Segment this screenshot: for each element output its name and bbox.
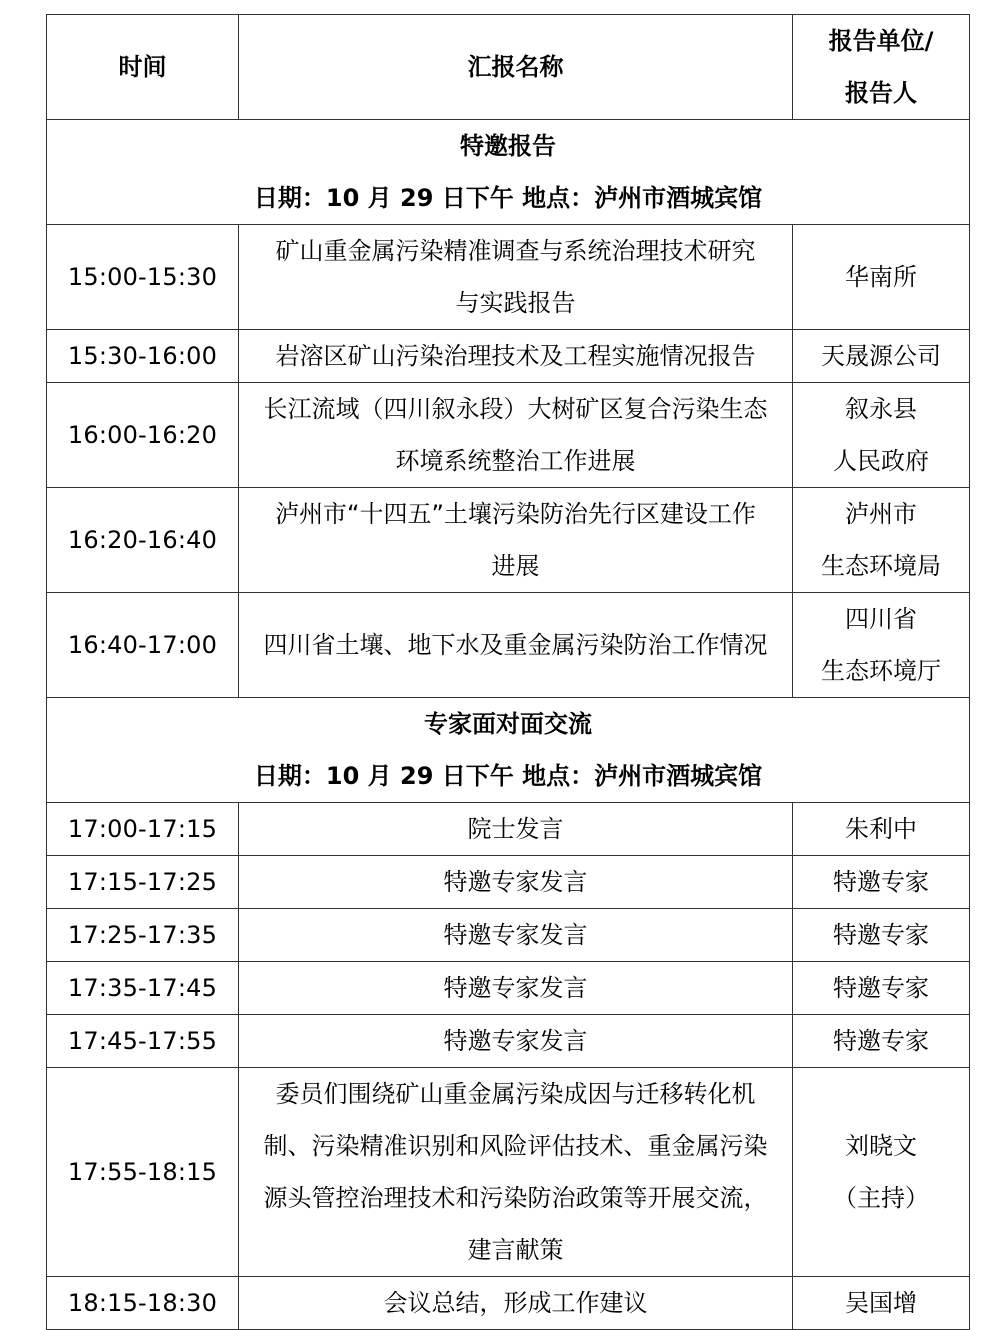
section-date-location: 日期：10 月 29 日下午 地点：泸州市酒城宾馆: [253, 184, 763, 212]
schedule-body: [47, 15, 970, 1330]
title-cell: [239, 856, 793, 909]
unit-line: 特邀专家: [833, 974, 929, 1002]
title-cell: [239, 225, 793, 330]
title-cell: [239, 593, 793, 698]
time-cell: 17:55-18:15: [47, 1068, 239, 1277]
title-line: 会议总结，形成工作建议: [383, 1289, 648, 1317]
table-row: [47, 962, 970, 1015]
header-unit-line: 报告单位/: [828, 27, 934, 55]
header-unit: [793, 15, 970, 120]
unit-cell: [793, 225, 970, 330]
unit-line: 特邀专家: [833, 868, 929, 896]
section-header: [47, 698, 970, 803]
unit-cell: [793, 1015, 970, 1068]
title-cell: [239, 909, 793, 962]
unit-line: 特邀专家: [833, 1027, 929, 1055]
header-unit-line: 报告人: [845, 79, 917, 107]
time-cell: 17:15-17:25: [47, 856, 239, 909]
unit-cell: [793, 962, 970, 1015]
title-line: 与实践报告: [455, 289, 576, 317]
header-row: [47, 15, 970, 120]
title-line: 源头管控治理技术和污染防治政策等开展交流，: [263, 1184, 768, 1212]
unit-line: 四川省: [845, 605, 917, 633]
unit-cell: [793, 909, 970, 962]
title-line: 委员们围绕矿山重金属污染成因与迁移转化机: [275, 1080, 756, 1108]
table-row: [47, 593, 970, 698]
unit-line: 叙永县: [845, 395, 917, 423]
section-title: 专家面对面交流: [424, 710, 592, 738]
title-line: 环境系统整治工作进展: [395, 447, 636, 475]
title-line: 特邀专家发言: [443, 868, 588, 896]
title-cell: [239, 1068, 793, 1277]
time-cell: 18:15-18:30: [47, 1277, 239, 1330]
title-line: 四川省土壤、地下水及重金属污染防治工作情况: [263, 631, 768, 659]
unit-cell: [793, 856, 970, 909]
table-row: [47, 383, 970, 488]
title-line: 特邀专家发言: [443, 1027, 588, 1055]
time-cell: 17:35-17:45: [47, 962, 239, 1015]
table-row: [47, 488, 970, 593]
schedule-table: [46, 14, 970, 1330]
unit-line: 刘晓文: [845, 1132, 917, 1160]
title-line: 进展: [491, 552, 540, 580]
time-cell: 15:00-15:30: [47, 225, 239, 330]
unit-cell: [793, 488, 970, 593]
unit-cell: [793, 593, 970, 698]
section-cell: [47, 120, 970, 225]
title-line: 岩溶区矿山污染治理技术及工程实施情况报告: [275, 342, 756, 370]
table-row: [47, 1277, 970, 1330]
time-cell: 17:00-17:15: [47, 803, 239, 856]
unit-line: （主持）: [833, 1184, 929, 1212]
section-header: [47, 120, 970, 225]
title-cell: [239, 383, 793, 488]
unit-line: 生态环境厅: [821, 657, 941, 685]
section-date-location: 日期：10 月 29 日下午 地点：泸州市酒城宾馆: [253, 762, 763, 790]
time-cell: 16:00-16:20: [47, 383, 239, 488]
table-row: [47, 1015, 970, 1068]
unit-line: 天晟源公司: [821, 342, 941, 370]
unit-line: 人民政府: [833, 447, 929, 475]
unit-cell: [793, 1277, 970, 1330]
title-line: 特邀专家发言: [443, 921, 588, 949]
section-cell: [47, 698, 970, 803]
header-title: 汇报名称: [239, 15, 793, 120]
title-cell: [239, 962, 793, 1015]
title-line: 特邀专家发言: [443, 974, 588, 1002]
table-row: [47, 803, 970, 856]
table-row: [47, 1068, 970, 1277]
title-cell: [239, 803, 793, 856]
time-cell: 15:30-16:00: [47, 330, 239, 383]
table-row: [47, 225, 970, 330]
unit-cell: [793, 383, 970, 488]
header-time: 时间: [47, 15, 239, 120]
title-line: 泸州市“十四五”土壤污染防治先行区建设工作: [275, 500, 756, 528]
unit-line: 特邀专家: [833, 921, 929, 949]
time-cell: 16:40-17:00: [47, 593, 239, 698]
unit-cell: [793, 1068, 970, 1277]
title-line: 长江流域（四川叙永段）大树矿区复合污染生态: [263, 395, 768, 423]
title-cell: [239, 1277, 793, 1330]
time-cell: 17:45-17:55: [47, 1015, 239, 1068]
table-row: [47, 909, 970, 962]
unit-line: 朱利中: [845, 815, 917, 843]
title-line: 建言献策: [467, 1236, 564, 1264]
title-line: 矿山重金属污染精准调查与系统治理技术研究: [275, 237, 756, 265]
time-cell: 16:20-16:40: [47, 488, 239, 593]
table-row: [47, 330, 970, 383]
unit-line: 吴国增: [845, 1289, 917, 1317]
table-row: [47, 856, 970, 909]
section-title: 特邀报告: [460, 132, 556, 160]
title-cell: [239, 488, 793, 593]
title-cell: [239, 330, 793, 383]
title-line: 制、污染精准识别和风险评估技术、重金属污染: [263, 1132, 768, 1160]
title-cell: [239, 1015, 793, 1068]
unit-cell: [793, 330, 970, 383]
time-cell: 17:25-17:35: [47, 909, 239, 962]
unit-line: 泸州市: [845, 500, 917, 528]
unit-line: 华南所: [845, 263, 917, 291]
unit-cell: [793, 803, 970, 856]
title-line: 院士发言: [467, 815, 564, 843]
unit-line: 生态环境局: [821, 552, 941, 580]
